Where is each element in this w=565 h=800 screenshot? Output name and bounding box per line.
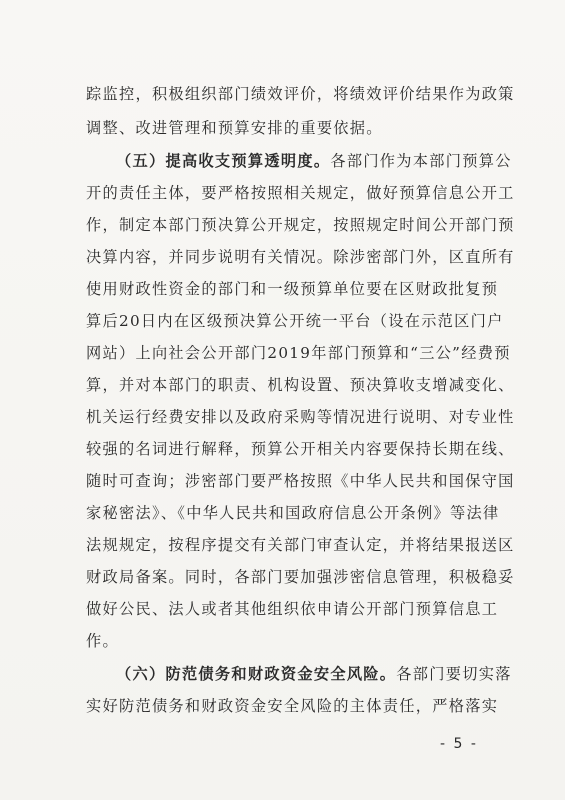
line-text: 使用财政性资金的部门和一级预算单位要在区财政批复预 xyxy=(86,280,499,298)
body-text xyxy=(86,78,515,738)
line-text: 调整、改进管理和预算安排的重要依据。 xyxy=(86,119,383,137)
text-line xyxy=(116,145,512,177)
text-line xyxy=(86,401,515,433)
section-heading: （六）防范债务和财政资金安全风险。 xyxy=(116,665,397,683)
text-line xyxy=(86,465,515,497)
line-text: 各部门作为本部门预算公 xyxy=(330,152,512,170)
text-line xyxy=(86,369,515,401)
line-text: 开的责任主体，要严格按照相关规定，做好预算信息公开工 xyxy=(86,184,515,202)
line-text: 各部门要切实落 xyxy=(396,665,512,683)
text-line xyxy=(86,78,515,110)
line-text: 踪监控，积极组织部门绩效评价，将绩效评价结果作为政策 xyxy=(86,85,515,103)
line-text: 算，并对本部门的职责、机构设置、预决算收支增减变化、 xyxy=(86,376,515,394)
line-text: 机关运行经费安排以及政府采购等情况进行说明、对专业性 xyxy=(86,408,515,426)
line-text: 财政局备案。同时，各部门要加强涉密信息管理，积极稳妥 xyxy=(86,568,515,586)
text-line xyxy=(86,305,504,337)
section-heading: （五）提高收支预算透明度。 xyxy=(116,152,331,170)
text-line xyxy=(86,529,515,561)
text-line xyxy=(86,593,498,625)
line-text: 随时可查询；涉密部门要严格按照《中华人民共和国保守国 xyxy=(86,472,515,490)
text-line xyxy=(116,658,512,690)
line-text: 网站）上向社会公开部门2019年部门预算和“三公”经费预 xyxy=(86,344,511,362)
text-line xyxy=(86,209,515,241)
text-line xyxy=(86,625,119,657)
text-line xyxy=(86,241,515,273)
text-line xyxy=(86,561,515,593)
line-text: 算后20日内在区级预决算公开统一平台（设在示范区门户 xyxy=(86,312,504,330)
line-text: 较强的名词进行解释，预算公开相关内容要保持长期在线、 xyxy=(86,440,515,458)
text-line xyxy=(86,497,499,529)
line-text: 决算内容，并同步说明有关情况。除涉密部门外，区直所有 xyxy=(86,248,515,266)
text-line xyxy=(86,433,515,465)
line-text: 实好防范债务和财政资金安全风险的主体责任，严格落实 xyxy=(86,697,499,715)
text-line xyxy=(86,273,498,305)
text-line xyxy=(86,177,515,209)
line-text: 作。 xyxy=(86,632,119,650)
text-line xyxy=(86,112,383,144)
line-text: 做好公民、法人或者其他组织依申请公开部门预算信息工 xyxy=(86,600,499,618)
text-line xyxy=(86,337,511,369)
line-text: 家秘密法》、《中华人民共和国政府信息公开条例》等法律 xyxy=(86,504,500,522)
line-text: 法规规定，按程序提交有关部门审查认定，并将结果报送区 xyxy=(86,536,515,554)
line-text: 作，制定本部门预决算公开规定，按照规定时间公开部门预 xyxy=(86,216,515,234)
text-line xyxy=(86,690,498,722)
page-number: - 5 - xyxy=(440,736,478,752)
